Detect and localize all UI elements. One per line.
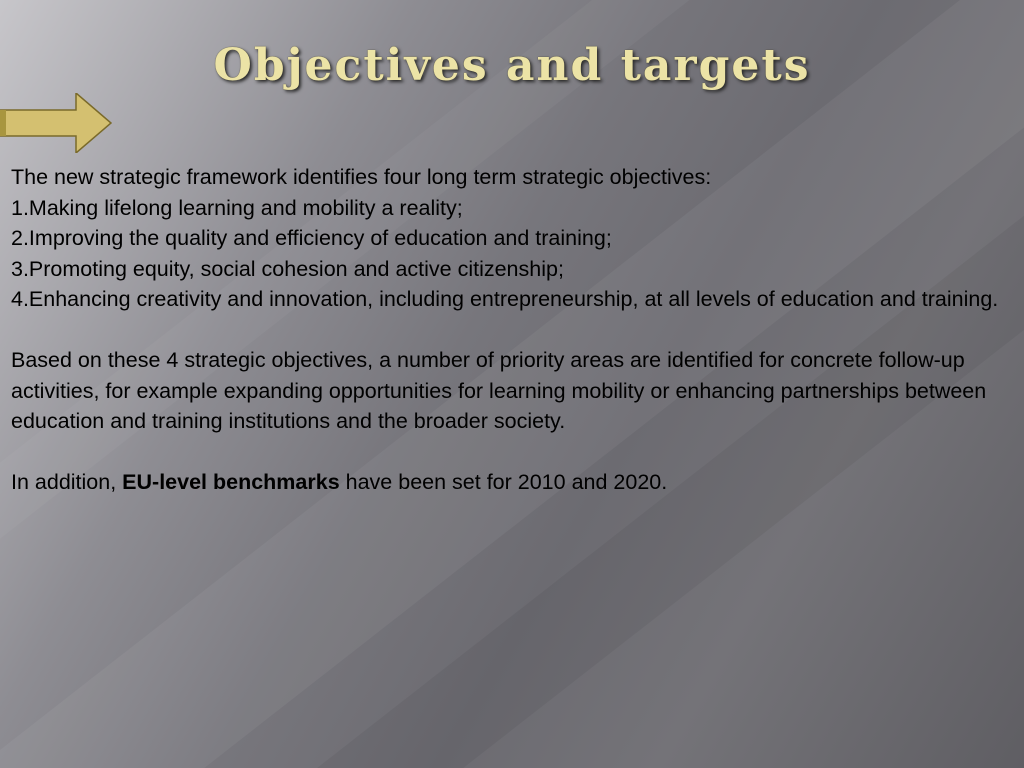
arrow-right-icon: [0, 93, 112, 153]
priority-areas-paragraph: Based on these 4 strategic objectives, a number of priority areas are identified for concrete follow-up activities, for example expanding opportunities for learning mobility or enhancing partnerships between education and training institutions and the broader society.: [11, 348, 987, 433]
objective-item: 3.Promoting equity, social cohesion and active citizenship;: [11, 256, 564, 281]
benchmarks-text-after: have been set for 2010 and 2020.: [339, 470, 668, 494]
benchmarks-text-before: In addition,: [11, 470, 123, 494]
benchmarks-bold-text: EU-level benchmarks: [122, 470, 340, 494]
objective-item: 1.Making lifelong learning and mobility a reality;: [11, 195, 463, 220]
benchmarks-paragraph: [11, 467, 1016, 498]
objective-item: 2.Improving the quality and efficiency of education and training;: [11, 226, 612, 250]
intro-text: The new strategic framework identifies four long term strategic objectives:: [11, 165, 712, 189]
objective-item: 4.Enhancing creativity and innovation, including entrepreneurship, at all levels of education and training.: [11, 287, 999, 311]
slide-body: [11, 162, 1016, 498]
slide-title: Objectives and targets: [213, 40, 811, 91]
